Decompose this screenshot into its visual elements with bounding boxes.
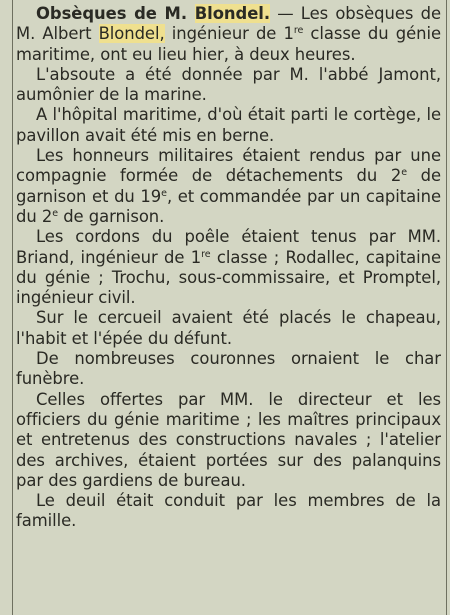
paragraph-8: Celles offertes par MM. le directeur et les officiers du génie maritime ; les maîtres principaux et entretenus des constructions navales ; l'atelier des archives, étaient portées sur des palanquins par des gardiens de bureau. xyxy=(16,389,441,490)
paragraph-5: Les cordons du poêle étaient tenus par MM. Briand, ingénieur de 1re classe ; Rodallec, capitaine du génie ; Trochu, sous-commissaire, et Promptel, ingénieur civil. xyxy=(16,227,441,308)
column-rule-right xyxy=(446,0,447,615)
paragraph-2: L'absoute a été donnée par M. l'abbé Jamont, aumônier de la marine. xyxy=(16,64,441,105)
paragraph-6: Sur le cercueil avaient été placés le chapeau, l'habit et l'épée du défunt. xyxy=(16,308,441,348)
paragraph-4: Les honneurs militaires étaient rendus par une compagnie formée de détachements du 2e de garnison et du 19e, et commandée par un capitaine du 2e de garnison. xyxy=(16,146,441,226)
highlighted-name: Blondel, xyxy=(98,24,165,44)
obituary-article xyxy=(16,4,441,532)
article-title: Obsèques de M. Blondel. xyxy=(36,4,271,23)
paragraph-3: A l'hôpital maritime, d'où était parti le cortège, le pavillon avait été mis en berne. xyxy=(16,105,441,145)
column-rule-left xyxy=(12,0,13,615)
paragraph-9: Le deuil était conduit par les membres de la famille. xyxy=(16,491,441,531)
paragraph-7: De nombreuses couronnes ornaient le char funèbre. xyxy=(16,349,441,389)
highlighted-name: Blondel. xyxy=(194,4,271,23)
paragraph-1: Obsèques de M. Blondel. — Les obsèques de M. Albert Blondel, ingénieur de 1re classe du génie maritime, ont eu lieu hier, à deux heures. xyxy=(16,4,441,64)
